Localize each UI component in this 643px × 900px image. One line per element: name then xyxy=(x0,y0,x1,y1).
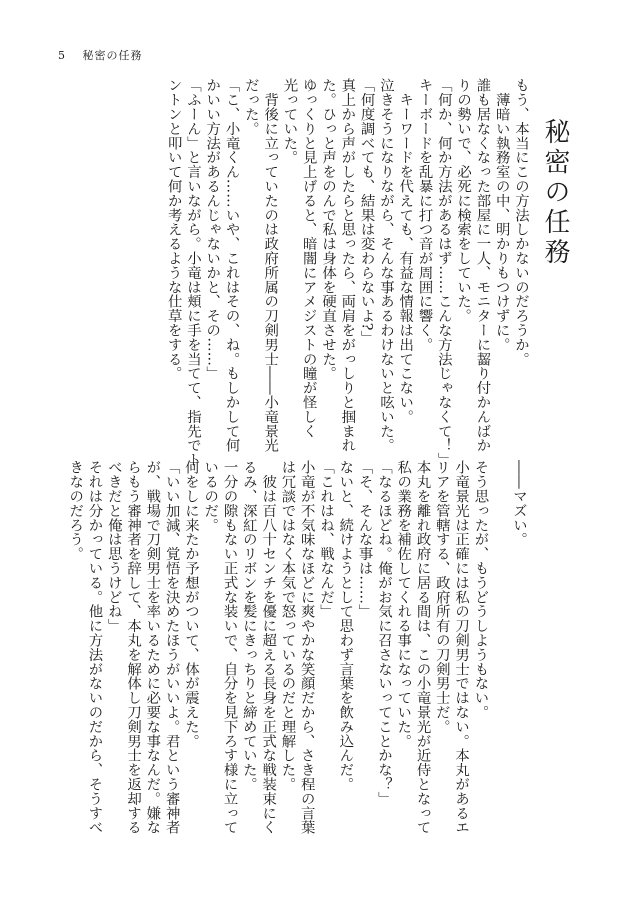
text-line: るみ、深紅のリボンを髪にきっちりと締めていた。 xyxy=(240,460,257,792)
text-line: 彼は百八十センチを優に超える長身を正式な戦装束にく xyxy=(260,460,277,835)
running-head-chapter: 秘密の任務 xyxy=(82,49,143,62)
text-line: 小竜が不気味なほどに爽やかな笑顔だから、さき程の言葉 xyxy=(298,460,315,835)
text-line: 「何か、何か方法があるはず……こんな方法じゃなくて！」 xyxy=(435,78,452,467)
text-line: そう思ったが、もうどうしようもない。 xyxy=(472,460,489,720)
text-line: べきだと俺は思うけどね」 xyxy=(105,460,122,633)
text-line: 薄暗い執務室の中、明かりもつけずに。 xyxy=(493,78,510,352)
text-line: ――マズい。 xyxy=(511,460,527,547)
chapter-title: 秘密の任務 xyxy=(540,118,570,268)
running-head xyxy=(58,47,143,63)
text-line: だった。 xyxy=(242,78,259,136)
text-line: 私の業務を補佐してくれる事になっていた。 xyxy=(395,460,412,748)
text-line: 光っていた。 xyxy=(281,78,298,165)
text-line: ゆっくりと見上げると、暗闇にアメジストの瞳が怪しく xyxy=(300,78,317,438)
text-line: 「なるほどね。俺がお気に召さないってことかな？」 xyxy=(375,460,392,806)
text-line: 一分の隙もない正式な装いで、自分を見下ろす様に立って xyxy=(221,460,238,835)
text-line: が、戦場で刀剣男士を率いるために必要な事なんだ。嫌な xyxy=(144,460,161,835)
text-line: いるのだ。 xyxy=(202,460,219,532)
lower-text-block xyxy=(65,460,528,852)
text-line: かいい方法があるんじゃないかと、その……」 xyxy=(204,78,221,381)
text-line: 小竜景光は正確には私の刀剣男士ではない。本丸があるエ xyxy=(453,460,470,835)
text-line xyxy=(489,460,508,852)
text-line: ントンと叩いて何か考えるような仕草をする。 xyxy=(165,78,182,381)
text-line: 真上から声がしたらと思ったら、両肩をがっしりと掴まれ xyxy=(339,78,356,453)
text-line: ないと、続けようとして思わず言葉を飲み込んだ。 xyxy=(337,460,354,792)
text-line: 「そ、そんな事は……」 xyxy=(356,460,373,619)
page-number: 5 xyxy=(58,49,66,62)
text-line: 「これはね、戦なんだ」 xyxy=(318,460,335,619)
text-line: りの勢いで、必死に検索をしていた。 xyxy=(455,78,472,323)
text-line: キーワードを代えても、有益な情報は出てこない。 xyxy=(397,78,414,424)
text-line: 「ふーん」と言いながら。小竜は頬に手を当てて、指先でト xyxy=(184,78,201,467)
text-line: それは分かっている。他に方法がないのだから、そうすべ xyxy=(86,460,103,835)
text-line: らもう審神者を辞して、本丸を解体し刀剣男士を返却する xyxy=(125,460,142,835)
text-line: 本丸を離れ政府に居る間は、この小竜景光が近侍となって xyxy=(414,460,431,835)
text-line: た。ひっと声をのんで私は身体を硬直させた。 xyxy=(320,78,337,381)
text-line: は冗談ではなく本気で怒っているのだと理解した。 xyxy=(279,460,296,792)
text-line: リアを管轄する、政府所有の刀剣男士だ。 xyxy=(433,460,450,734)
text-line: 「いい加減、覚悟を決めたほうがいいよ。君という審神者 xyxy=(163,460,180,835)
upper-text-block xyxy=(163,78,530,467)
text-line: 誰も居なくなった部屋に一人、モニターに齧り付かんばか xyxy=(474,78,491,453)
text-line: きなのだろう。 xyxy=(67,460,84,561)
text-line: もう、本当にこの方法しかないのだろうか。 xyxy=(513,78,529,366)
text-line: 背後に立っていたのは政府所属の刀剣男士――小竜景光 xyxy=(262,78,279,453)
text-line: 「こ、小竜くん……いや、これはその、ね。もしかして何 xyxy=(223,78,240,453)
text-line: 何をしに来たか予想がついて、体が震えた。 xyxy=(182,460,199,748)
text-line: 泣きそうになりながら、そんな事あるわけないと呟いた。 xyxy=(377,78,394,453)
text-line: キーボードを乱暴に打つ音が周囲に響く。 xyxy=(416,78,433,352)
text-line: 「何度調べても、結果は変わらないよ?」 xyxy=(358,78,375,345)
